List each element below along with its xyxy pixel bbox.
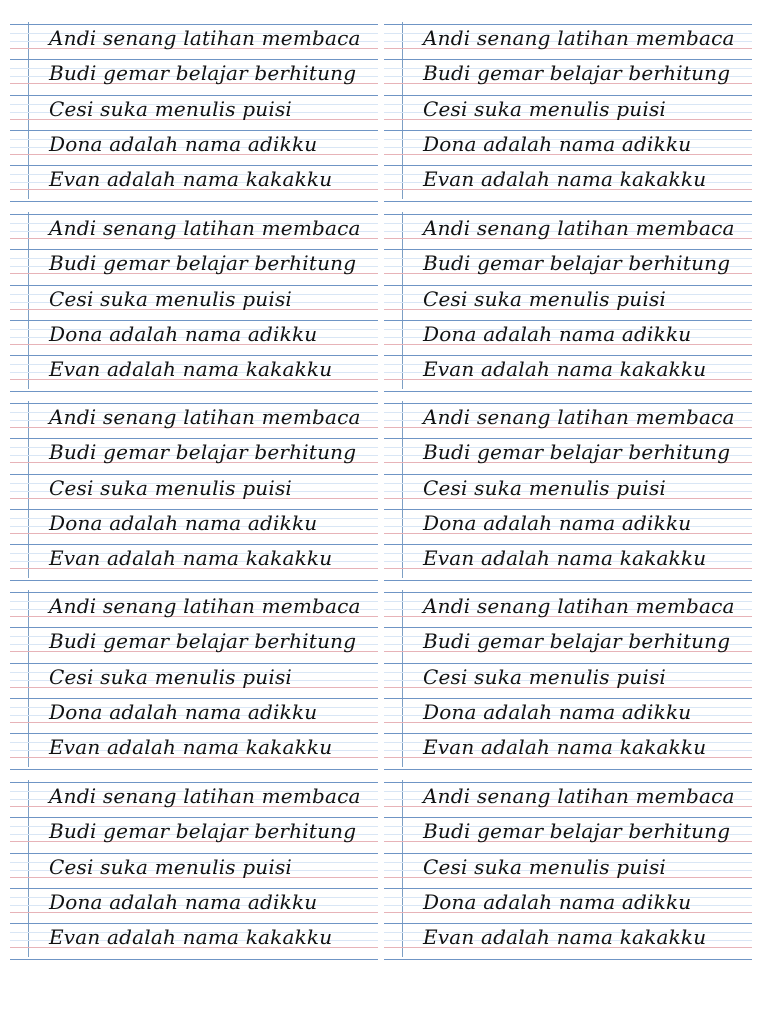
practice-block	[10, 212, 378, 389]
practice-sentence: Budi gemar belajar berhitung	[423, 629, 731, 654]
practice-sentence: Cesi suka menulis puisi	[423, 475, 667, 500]
practice-block	[384, 401, 752, 578]
practice-block	[10, 780, 378, 957]
practice-sentence: Andi senang latihan membaca	[49, 784, 361, 808]
practice-block	[384, 780, 752, 957]
practice-sentence: Dona adalah nama adikku	[423, 510, 692, 535]
practice-sentence: Andi senang latihan membaca	[423, 216, 735, 240]
practice-sentence: Andi senang latihan membaca	[49, 26, 361, 50]
practice-sentence: Cesi suka menulis puisi	[423, 664, 667, 689]
practice-block	[10, 590, 378, 767]
practice-sentence: Andi senang latihan membaca	[423, 784, 735, 808]
practice-sentence: Dona adalah nama adikku	[423, 131, 692, 156]
guide-rule	[384, 391, 752, 392]
practice-sentence: Evan adalah nama kakakku	[423, 167, 707, 192]
practice-sentence: Dona adalah nama adikku	[49, 321, 318, 346]
practice-sentence: Evan adalah nama kakakku	[49, 735, 333, 760]
practice-sentence: Budi gemar belajar berhitung	[423, 819, 731, 844]
practice-sentence: Cesi suka menulis puisi	[49, 96, 293, 121]
practice-sentence: Cesi suka menulis puisi	[423, 96, 667, 121]
practice-sentence: Andi senang latihan membaca	[423, 405, 735, 429]
practice-sentence: Dona adalah nama adikku	[423, 889, 692, 914]
practice-sentence: Dona adalah nama adikku	[49, 699, 318, 724]
practice-sentence: Budi gemar belajar berhitung	[423, 440, 731, 465]
practice-sentence: Evan adalah nama kakakku	[49, 546, 333, 571]
practice-block	[10, 401, 378, 578]
practice-sentence: Andi senang latihan membaca	[423, 26, 735, 50]
practice-sentence: Budi gemar belajar berhitung	[49, 61, 357, 86]
practice-sentence: Cesi suka menulis puisi	[423, 854, 667, 879]
practice-sentence: Budi gemar belajar berhitung	[423, 251, 731, 276]
guide-rule	[10, 769, 378, 770]
practice-block	[10, 22, 378, 199]
practice-sentence: Evan adalah nama kakakku	[423, 357, 707, 382]
guide-rule	[10, 580, 378, 581]
practice-sentence: Andi senang latihan membaca	[49, 405, 361, 429]
practice-sentence: Budi gemar belajar berhitung	[49, 440, 357, 465]
practice-sentence: Andi senang latihan membaca	[49, 594, 361, 618]
practice-sentence: Evan adalah nama kakakku	[423, 546, 707, 571]
guide-rule	[10, 201, 378, 202]
practice-sentence: Cesi suka menulis puisi	[49, 854, 293, 879]
practice-sentence: Budi gemar belajar berhitung	[423, 61, 731, 86]
practice-sentence: Cesi suka menulis puisi	[49, 475, 293, 500]
guide-rule	[384, 959, 752, 960]
practice-sentence: Andi senang latihan membaca	[423, 594, 735, 618]
practice-block	[384, 22, 752, 199]
practice-sentence: Evan adalah nama kakakku	[49, 357, 333, 382]
guide-rule	[384, 580, 752, 581]
practice-sentence: Evan adalah nama kakakku	[423, 735, 707, 760]
practice-sentence: Evan adalah nama kakakku	[49, 925, 333, 950]
practice-sentence: Andi senang latihan membaca	[49, 216, 361, 240]
practice-sentence: Cesi suka menulis puisi	[49, 664, 293, 689]
practice-sentence: Budi gemar belajar berhitung	[49, 629, 357, 654]
guide-rule	[10, 959, 378, 960]
practice-sentence: Dona adalah nama adikku	[49, 889, 318, 914]
guide-rule	[384, 201, 752, 202]
practice-sentence: Dona adalah nama adikku	[49, 131, 318, 156]
practice-sentence: Cesi suka menulis puisi	[49, 286, 293, 311]
practice-sentence: Dona adalah nama adikku	[49, 510, 318, 535]
practice-block	[384, 212, 752, 389]
guide-rule	[384, 769, 752, 770]
practice-sentence: Evan adalah nama kakakku	[423, 925, 707, 950]
practice-sentence: Cesi suka menulis puisi	[423, 286, 667, 311]
practice-sentence: Dona adalah nama adikku	[423, 321, 692, 346]
guide-rule	[10, 391, 378, 392]
practice-sentence: Evan adalah nama kakakku	[49, 167, 333, 192]
practice-block	[384, 590, 752, 767]
practice-sentence: Budi gemar belajar berhitung	[49, 819, 357, 844]
practice-sentence: Budi gemar belajar berhitung	[49, 251, 357, 276]
practice-sentence: Dona adalah nama adikku	[423, 699, 692, 724]
